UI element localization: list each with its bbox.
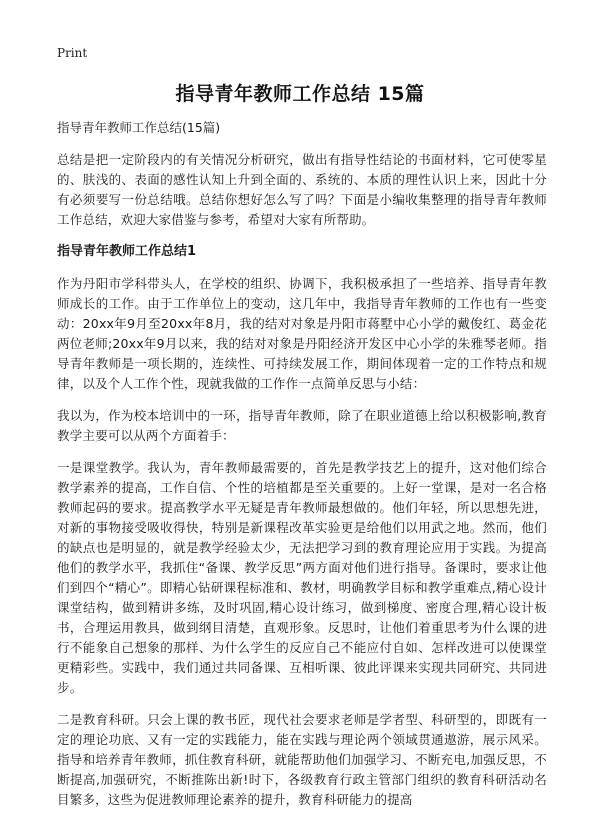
paragraph-4: 二是教育科研。只会上课的教书匠，现代社会要求老师是学者型、科研型的，即既有一定的理论功底、又有一定的实践能力，能在实践与理论两个领域贯通遨游，展示风采。指导和培养青年教师，抓住教育科研，就能帮助他们加强学习、不断充电,加强反思，不断提高,加强研究，不断推陈出新!时下，各级教育行政主管部门组织的教育科研活动名目繁多，这些为促进教师理论素养的提升，教育科研能力的提高 [57,712,547,807]
print-link[interactable]: Print [57,46,88,60]
paragraph-1: 作为丹阳市学科带头人，在学校的组织、协调下，我积极承担了一些培养、指导青年教师成长的工作。由于工作单位上的变动，这几年中，我指导青年教师的工作也有一些变动：20xx年9月至20xx年8月，我的结对对象是丹阳市蒋墅中心小学的戴俊红、葛金花两位老师;20xx年9月以来，我的结对对象是丹阳经济开发区中心小学的朱雅琴老师。指导青年教师是一项长期的，连续性、可持续发展工作，期间体现着一定的工作特点和规律，以及个人工作个性，现就我做的工作作一点简单反思与小结： [57,276,547,391]
intro-paragraph: 总结是把一定阶段内的有关情况分析研究，做出有指导性结论的书面材料，它可使零星的、肤浅的、表面的感性认知上升到全面的、系统的、本质的理性认识上来，因此十分有必须要写一份总结哦。总结你想好怎么写了吗？下面是小编收集整理的指导青年教师工作总结，欢迎大家借鉴与参考，希望对大家有所帮助。 [57,152,547,227]
section-heading-1: 指导青年教师工作总结1 [57,244,197,259]
paragraph-3: 一是课堂教学。我认为，青年教师最需要的，首先是教学技艺上的提升，这对他们综合教学素养的提高，工作自信、个性的培植都是至关重要的。上好一堂课，是对一名合格教师起码的要求。提高教学水平无疑是青年教师最想做的。他们年轻，所以思想先进，对新的事物接受吸收得快，特别是新课程改革实验更是给他们以用武之地。然而，他们的缺点也是明显的，就是教学经验太少，无法把学习到的教育理论应用于实践。为提高他们的教学水平，我抓住“备课、教学反思”两方面对他们进行指导。备课时，要求让他们到四个“精心”。即精心钻研课程标准和、教材，明确教学目标和教学重难点,精心设计课堂结构，做到精讲多练，及时巩固,精心设计练习，做到梯度、密度合理,精心设计板书，合理运用教具，做到纲目清楚，直观形象。反思时，让他们着重思考为什么课的进行不能象自己想象的那样、为什么学生的反应自己不能应付自如、怎样改进可以使课堂更精彩些。实践中，我们通过共同备课、互相听课、彼此评课来实现共同研究、共同进步。 [57,460,547,695]
paragraph-2: 我以为，作为校本培训中的一环，指导青年教师，除了在职业道德上给以积极影响,教育教学主要可以从两个方面着手： [57,408,547,443]
page-title: 指导青年教师工作总结 15篇 [175,83,425,105]
document-body [57,118,547,822]
document-subtitle: 指导青年教师工作总结(15篇) [57,120,221,135]
